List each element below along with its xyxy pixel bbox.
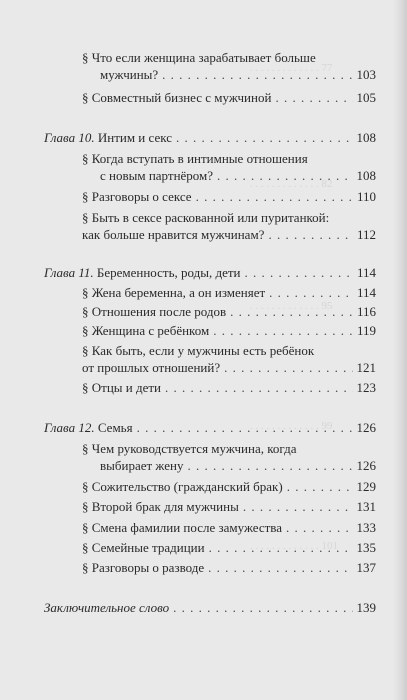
- toc-entry-line: [82, 210, 329, 226]
- toc-entry-text: от прошлых отношений?: [82, 360, 221, 375]
- toc-entry-text: § Когда вступать в интимные отношения: [82, 151, 308, 166]
- leader-dots: [165, 380, 353, 396]
- toc-entry-text: выбирает жену: [100, 458, 184, 473]
- toc-page-number: 123: [356, 380, 376, 395]
- toc-entry: [82, 380, 376, 396]
- leader-dots: [230, 304, 353, 320]
- leader-dots: [196, 189, 353, 205]
- chapter-title: Семья: [97, 420, 133, 435]
- toc-page-number: 103: [356, 67, 376, 82]
- leader-dots: [209, 540, 353, 556]
- toc-entry-text: § Жена беременна, а он изменяет: [82, 285, 266, 300]
- toc-page-number: 110: [356, 189, 376, 204]
- show-through-text: . . . . . . . . . . . . . 99: [250, 420, 333, 432]
- leader-dots: [275, 90, 352, 106]
- toc-chapter: [44, 130, 376, 146]
- leader-dots: [245, 265, 353, 281]
- toc-entry: [82, 304, 376, 320]
- show-through-text: . . . . . . . . . . . . . 82: [250, 178, 333, 190]
- chapter-number: 10.: [78, 130, 95, 145]
- toc-entry-text: § Женщина с ребёнком: [82, 323, 210, 338]
- toc-page-number: 105: [356, 90, 376, 105]
- toc-entry-line: [82, 343, 314, 359]
- toc-entry: [82, 90, 376, 106]
- leader-dots: [173, 600, 352, 616]
- toc-entry-text: § Быть в сексе раскованной или пуританкой:: [82, 210, 330, 225]
- toc-entry: [82, 189, 376, 205]
- toc-page-number: 129: [356, 479, 376, 494]
- leader-dots: [286, 520, 352, 536]
- chapter-title: Интим и секс: [97, 130, 172, 145]
- show-through-text: . . . . . . . . . . . . . 77: [250, 62, 333, 74]
- chapter-title: Беременность, роды, дети: [96, 265, 241, 280]
- toc-entry-text: § Смена фамилии после замужества: [82, 520, 283, 535]
- leader-dots: [213, 323, 353, 339]
- toc-entry: [82, 323, 376, 339]
- toc-page-number: 108: [356, 130, 376, 145]
- toc-entry: [100, 458, 376, 474]
- leader-dots: [187, 458, 352, 474]
- toc-entry-text: § Разговоры о сексе: [82, 189, 192, 204]
- leader-dots: [208, 560, 352, 576]
- leader-dots: [287, 479, 353, 495]
- toc-page-number: 114: [356, 285, 376, 300]
- toc-page-number: 114: [356, 265, 376, 280]
- leader-dots: [243, 499, 353, 515]
- toc-entry-text: с новым партнёром?: [100, 168, 214, 183]
- chapter-label: Глава: [44, 265, 76, 280]
- toc-entry-text: § Чем руководствуется мужчина, когда: [82, 441, 297, 456]
- toc-chapter: [44, 600, 376, 616]
- toc-entry: [82, 520, 376, 536]
- leader-dots: [269, 285, 353, 301]
- toc-entry-text: § Отношения после родов: [82, 304, 227, 319]
- toc-page-number: 135: [356, 540, 376, 555]
- chapter-label: Заключительное слово: [44, 600, 170, 615]
- toc-entry-text: как больше нравится мужчинам?: [82, 227, 265, 242]
- toc-entry: [82, 540, 376, 556]
- leader-dots: [217, 168, 352, 184]
- toc-entry-text: § Что если женщина зарабатывает больше: [82, 50, 316, 65]
- leader-dots: [162, 67, 352, 83]
- chapter-label: Глава: [44, 420, 76, 435]
- show-through-text: . . . . . . . . . . . . . 101: [250, 540, 338, 552]
- toc-page-number: 119: [356, 323, 376, 338]
- toc-page-number: 126: [356, 420, 376, 435]
- toc-page-number: 139: [356, 600, 376, 615]
- toc-page-number: 121: [356, 360, 376, 375]
- toc-entry: [82, 285, 376, 301]
- toc-entry: [82, 499, 376, 515]
- toc-entry-line: [82, 441, 296, 457]
- toc-page-number: 131: [356, 499, 376, 514]
- show-through-text: . . . . . . . . . . . . . 95: [250, 300, 333, 312]
- toc-entry-line: [82, 50, 316, 66]
- leader-dots: [224, 360, 352, 376]
- toc-entry-text: § Семейные традиции: [82, 540, 205, 555]
- toc-chapter: [44, 420, 376, 436]
- toc-entry-text: § Отцы и дети: [82, 380, 161, 395]
- toc-page-number: 108: [356, 168, 376, 183]
- toc-chapter: [44, 265, 376, 281]
- toc-entry-text: § Как быть, если у мужчины есть ребёнок: [82, 343, 315, 358]
- leader-dots: [176, 130, 353, 146]
- toc-entry: [82, 560, 376, 576]
- toc-entry: [100, 168, 376, 184]
- leader-dots: [268, 227, 353, 243]
- toc-page-number: 116: [356, 304, 376, 319]
- toc-page-number: 137: [356, 560, 376, 575]
- toc-page-number: 112: [356, 227, 376, 242]
- toc-entry: [82, 227, 376, 243]
- chapter-number: 11.: [78, 265, 94, 280]
- toc-entry-text: мужчины?: [100, 67, 159, 82]
- toc-entry: [82, 360, 376, 376]
- toc-entry-text: § Совместный бизнес с мужчиной: [82, 90, 272, 105]
- toc-entry-text: § Разговоры о разводе: [82, 560, 205, 575]
- toc-entry: [100, 67, 376, 83]
- toc-page-number: 126: [356, 458, 376, 473]
- toc-entry-text: § Второй брак для мужчины: [82, 499, 239, 514]
- toc-entry: [82, 479, 376, 495]
- chapter-number: 12.: [78, 420, 95, 435]
- toc-page-number: 133: [356, 520, 376, 535]
- leader-dots: [137, 420, 353, 436]
- chapter-label: Глава: [44, 130, 76, 145]
- toc-entry-line: [82, 151, 308, 167]
- toc-entry-text: § Сожительство (гражданский брак): [82, 479, 283, 494]
